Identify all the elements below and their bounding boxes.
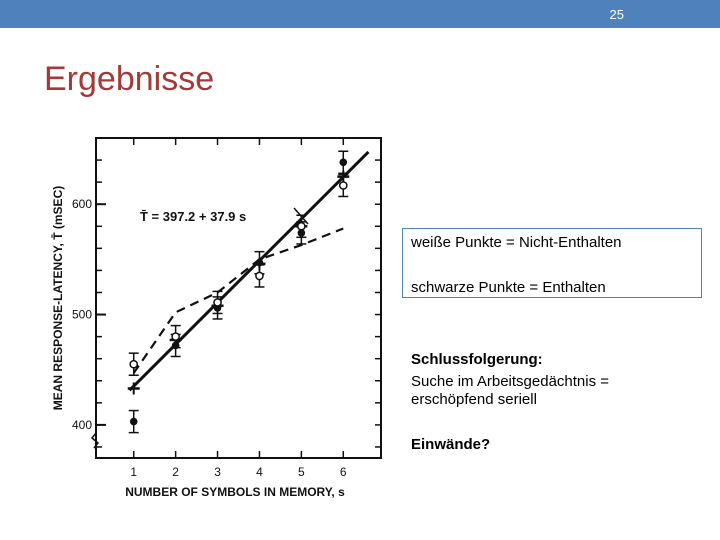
black-point [339,158,347,166]
y-tick-label: 400 [71,417,92,432]
white-point [214,299,221,306]
y-tick-label: 500 [71,307,92,322]
y-tick-label: 600 [71,197,92,212]
black-point [256,259,264,267]
white-point [172,333,179,340]
y-axis-label: MEAN RESPONSE-LATENCY, T̄ (mSEC) [51,185,65,411]
x-tick-label: 3 [214,465,221,479]
latency-chart [46,128,386,508]
fit-line [130,152,369,390]
plot-frame [96,138,381,458]
conclusion-heading: Schlussfolgerung: [411,351,543,368]
x-tick-label: 2 [172,465,179,479]
x-tick-label: 5 [298,465,305,479]
white-points-note: weiße Punkte = Nicht-Enthalten [411,234,622,251]
white-point [298,223,305,230]
axis-break [92,433,98,448]
white-point [130,361,137,368]
black-point [172,342,180,350]
dashed-line [134,228,344,373]
fit-equation: T̄ = 397.2 + 37.9 s [140,209,247,224]
x-tick-label: 1 [130,465,138,479]
x-tick-label: 4 [256,465,263,479]
x-tick-label: 6 [339,465,347,479]
conclusion-text: Suche im Arbeitsgedächtnis = erschöpfend seriell [411,373,610,408]
x-axis-label: NUMBER OF SYMBOLS IN MEMORY, s [125,485,345,499]
slide-title: Ergebnisse [44,60,215,98]
white-point [256,272,263,279]
slide-number: 25 [609,7,624,22]
objections-note: Einwände? [411,436,491,453]
white-point [340,182,347,189]
black-point [130,418,138,426]
black-points-note: schwarze Punkte = Enthalten [411,279,606,296]
mean-cross-mark [128,382,140,394]
